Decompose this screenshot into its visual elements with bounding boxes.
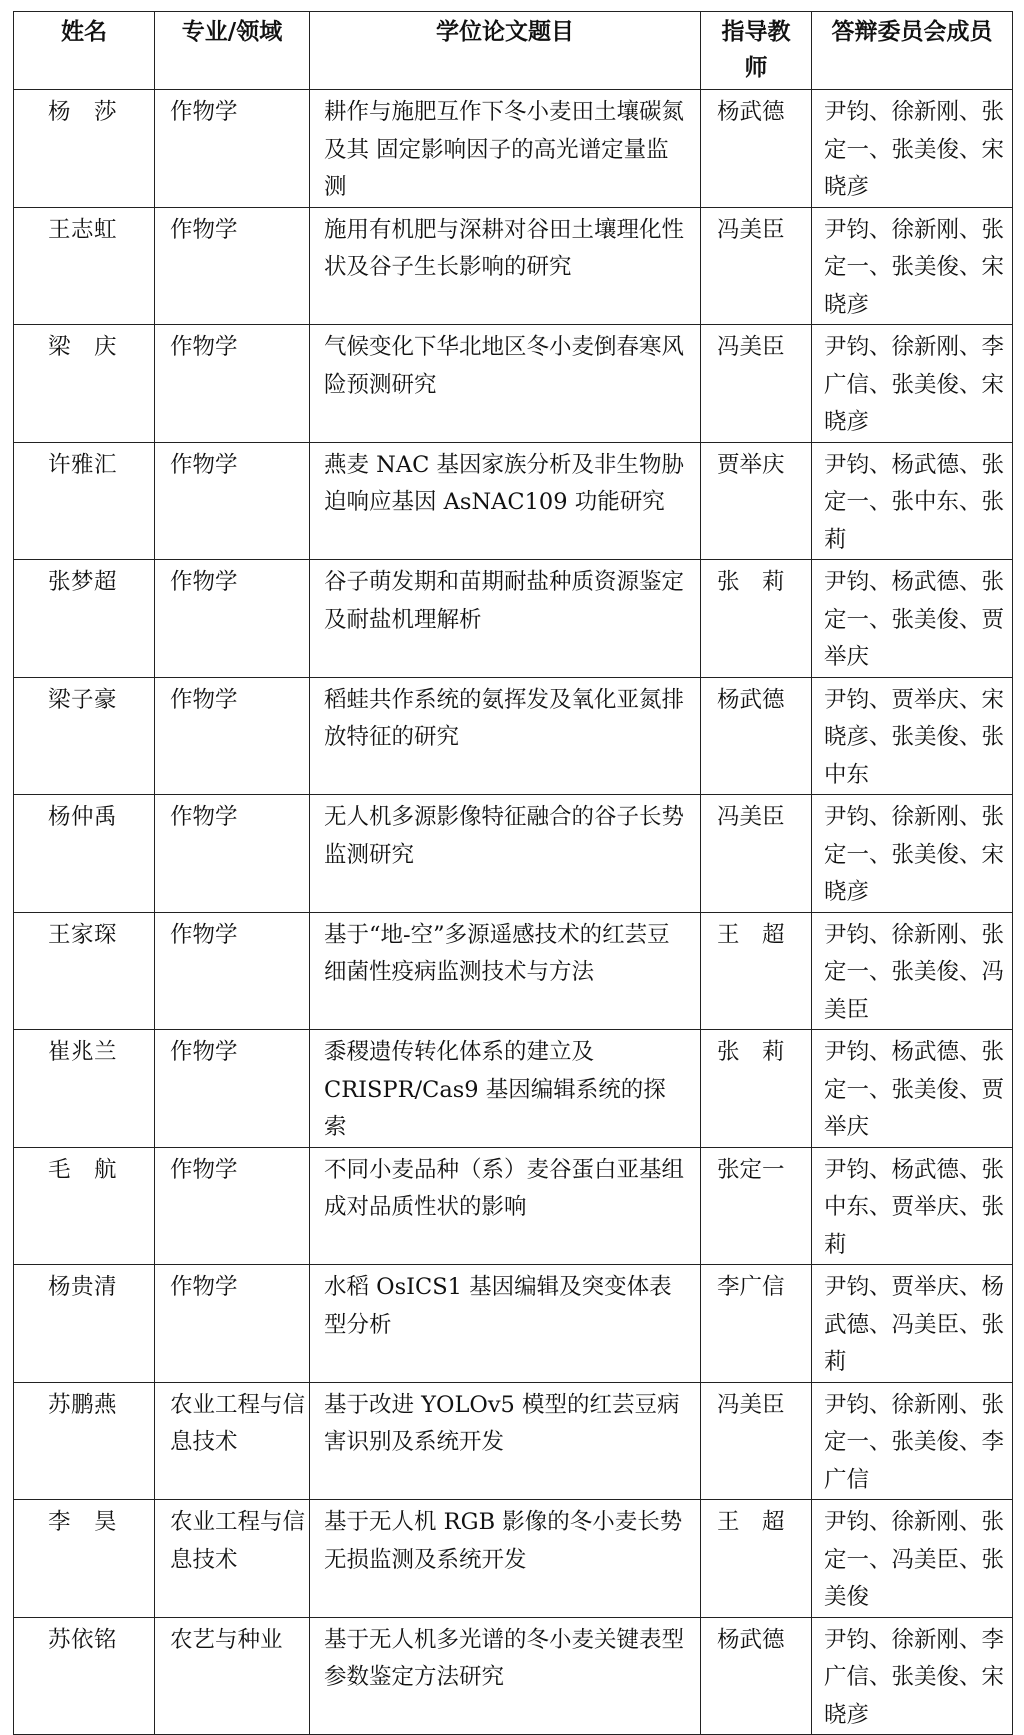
committee-members-cell: 尹钧、徐新刚、张定一、张美俊、李广信 (812, 1382, 1013, 1500)
table-body (14, 90, 1013, 1735)
table-row (14, 1030, 1013, 1148)
thesis-title-cell: 耕作与施肥互作下冬小麦田土壤碳氮及其 固定影响因子的高光谱定量监测 (310, 90, 701, 208)
student-name-cell: 梁 庆 (14, 325, 155, 443)
thesis-title-cell: 稻蛙共作系统的氨挥发及氧化亚氮排放特征的研究 (310, 677, 701, 795)
student-name-cell: 杨 莎 (14, 90, 155, 208)
table-row (14, 1382, 1013, 1500)
advisor-cell: 冯美臣 (701, 207, 812, 325)
header-advisor: 指导教师 (701, 12, 812, 90)
major-cell: 农艺与种业 (155, 1617, 310, 1735)
advisor-cell: 冯美臣 (701, 1382, 812, 1500)
thesis-title-cell: 不同小麦品种（系）麦谷蛋白亚基组成对品质性状的影响 (310, 1147, 701, 1265)
table-row (14, 795, 1013, 913)
header-committee: 答辩委员会成员 (812, 12, 1013, 90)
committee-members-cell: 尹钧、杨武德、张定一、张美俊、贾举庆 (812, 1030, 1013, 1148)
thesis-title-cell: 基于无人机多光谱的冬小麦关键表型参数鉴定方法研究 (310, 1617, 701, 1735)
student-name-cell: 杨贵清 (14, 1265, 155, 1383)
thesis-title-cell: 无人机多源影像特征融合的谷子长势监测研究 (310, 795, 701, 913)
header-thesis-title: 学位论文题目 (310, 12, 701, 90)
advisor-cell: 李广信 (701, 1265, 812, 1383)
advisor-cell: 冯美臣 (701, 325, 812, 443)
committee-members-cell: 尹钧、徐新刚、张定一、冯美臣、张美俊 (812, 1500, 1013, 1618)
committee-members-cell: 尹钧、杨武德、张定一、张中东、张莉 (812, 442, 1013, 560)
student-name-cell: 苏鹏燕 (14, 1382, 155, 1500)
committee-members-cell: 尹钧、徐新刚、张定一、张美俊、冯美臣 (812, 912, 1013, 1030)
thesis-title-cell: 基于改进 YOLOv5 模型的红芸豆病害识别及系统开发 (310, 1382, 701, 1500)
table-row (14, 912, 1013, 1030)
table-row (14, 1265, 1013, 1383)
major-cell: 作物学 (155, 1030, 310, 1148)
student-name-cell: 张梦超 (14, 560, 155, 678)
major-cell: 作物学 (155, 677, 310, 795)
advisor-cell: 贾举庆 (701, 442, 812, 560)
table-row (14, 442, 1013, 560)
table-row (14, 325, 1013, 443)
header-row (14, 12, 1013, 90)
student-name-cell: 梁子豪 (14, 677, 155, 795)
committee-members-cell: 尹钧、徐新刚、张定一、张美俊、宋晓彦 (812, 90, 1013, 208)
thesis-title-cell: 水稻 OsICS1 基因编辑及突变体表型分析 (310, 1265, 701, 1383)
thesis-title-cell: 燕麦 NAC 基因家族分析及非生物胁迫响应基因 AsNAC109 功能研究 (310, 442, 701, 560)
thesis-title-cell: 基于“地-空”多源遥感技术的红芸豆细菌性疫病监测技术与方法 (310, 912, 701, 1030)
thesis-title-cell: 施用有机肥与深耕对谷田土壤理化性状及谷子生长影响的研究 (310, 207, 701, 325)
major-cell: 作物学 (155, 442, 310, 560)
advisor-cell: 杨武德 (701, 90, 812, 208)
advisor-cell: 张 莉 (701, 560, 812, 678)
student-name-cell: 王家琛 (14, 912, 155, 1030)
committee-members-cell: 尹钧、徐新刚、张定一、张美俊、宋晓彦 (812, 207, 1013, 325)
advisor-cell: 杨武德 (701, 1617, 812, 1735)
student-name-cell: 杨仲禹 (14, 795, 155, 913)
committee-members-cell: 尹钧、贾举庆、杨武德、冯美臣、张莉 (812, 1265, 1013, 1383)
student-name-cell: 苏依铭 (14, 1617, 155, 1735)
committee-members-cell: 尹钧、徐新刚、张定一、张美俊、宋晓彦 (812, 795, 1013, 913)
table-row (14, 677, 1013, 795)
thesis-title-cell: 谷子萌发期和苗期耐盐种质资源鉴定及耐盐机理解析 (310, 560, 701, 678)
thesis-defense-table (13, 11, 1013, 1735)
student-name-cell: 毛 航 (14, 1147, 155, 1265)
header-major: 专业/领域 (155, 12, 310, 90)
major-cell: 农业工程与信息技术 (155, 1382, 310, 1500)
table-header (14, 12, 1013, 90)
student-name-cell: 李 昊 (14, 1500, 155, 1618)
major-cell: 农业工程与信息技术 (155, 1500, 310, 1618)
header-name: 姓名 (14, 12, 155, 90)
committee-members-cell: 尹钧、徐新刚、李广信、张美俊、宋晓彦 (812, 1617, 1013, 1735)
committee-members-cell: 尹钧、杨武德、张定一、张美俊、贾举庆 (812, 560, 1013, 678)
advisor-cell: 杨武德 (701, 677, 812, 795)
thesis-title-cell: 基于无人机 RGB 影像的冬小麦长势无损监测及系统开发 (310, 1500, 701, 1618)
student-name-cell: 崔兆兰 (14, 1030, 155, 1148)
advisor-cell: 王 超 (701, 912, 812, 1030)
table-row (14, 207, 1013, 325)
table-row (14, 1147, 1013, 1265)
major-cell: 作物学 (155, 560, 310, 678)
major-cell: 作物学 (155, 207, 310, 325)
table-row (14, 560, 1013, 678)
student-name-cell: 许雅汇 (14, 442, 155, 560)
committee-members-cell: 尹钧、贾举庆、宋晓彦、张美俊、张中东 (812, 677, 1013, 795)
major-cell: 作物学 (155, 90, 310, 208)
major-cell: 作物学 (155, 795, 310, 913)
table-row (14, 90, 1013, 208)
table-row (14, 1617, 1013, 1735)
thesis-title-cell: 气候变化下华北地区冬小麦倒春寒风险预测研究 (310, 325, 701, 443)
major-cell: 作物学 (155, 1147, 310, 1265)
advisor-cell: 张定一 (701, 1147, 812, 1265)
advisor-cell: 张 莉 (701, 1030, 812, 1148)
table-row (14, 1500, 1013, 1618)
major-cell: 作物学 (155, 912, 310, 1030)
student-name-cell: 王志虹 (14, 207, 155, 325)
committee-members-cell: 尹钧、杨武德、张中东、贾举庆、张莉 (812, 1147, 1013, 1265)
major-cell: 作物学 (155, 325, 310, 443)
committee-members-cell: 尹钧、徐新刚、李广信、张美俊、宋晓彦 (812, 325, 1013, 443)
major-cell: 作物学 (155, 1265, 310, 1383)
advisor-cell: 王 超 (701, 1500, 812, 1618)
advisor-cell: 冯美臣 (701, 795, 812, 913)
thesis-title-cell: 黍稷遗传转化体系的建立及 CRISPR/Cas9 基因编辑系统的探索 (310, 1030, 701, 1148)
